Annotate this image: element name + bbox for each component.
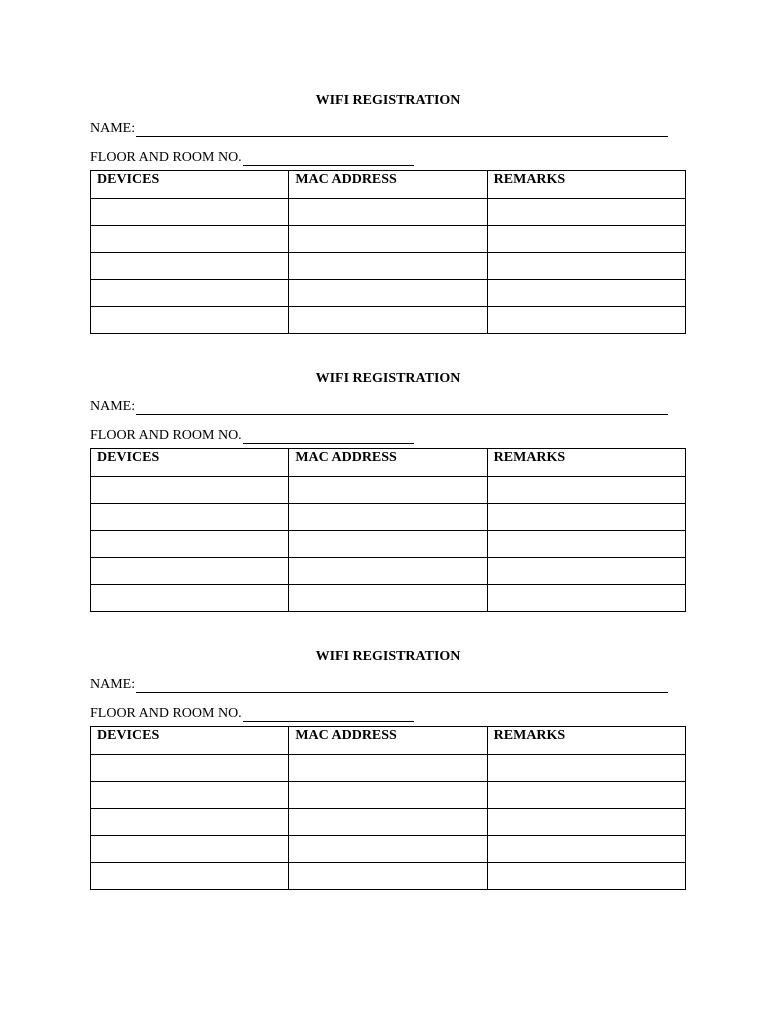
mac-address-cell[interactable] xyxy=(289,836,487,863)
mac-address-cell[interactable] xyxy=(289,307,487,334)
table-row xyxy=(91,307,686,334)
name-field[interactable] xyxy=(90,677,668,693)
device-cell[interactable] xyxy=(91,836,289,863)
remarks-cell[interactable] xyxy=(487,253,685,280)
remarks-cell[interactable] xyxy=(487,782,685,809)
device-cell[interactable] xyxy=(91,782,289,809)
table-header-row xyxy=(91,171,686,199)
remarks-cell[interactable] xyxy=(487,755,685,782)
mac-address-cell[interactable] xyxy=(289,226,487,253)
floor-room-field[interactable] xyxy=(90,706,414,722)
column-header-mac-address: MAC ADDRESS xyxy=(289,727,487,755)
table-row xyxy=(91,836,686,863)
name-blank-line[interactable] xyxy=(136,679,668,693)
mac-address-cell[interactable] xyxy=(289,477,487,504)
mac-address-cell[interactable] xyxy=(289,863,487,890)
table-row xyxy=(91,504,686,531)
table-row xyxy=(91,585,686,612)
column-header-devices: DEVICES xyxy=(91,449,289,477)
mac-address-cell[interactable] xyxy=(289,253,487,280)
device-cell[interactable] xyxy=(91,199,289,226)
table-row xyxy=(91,809,686,836)
name-field[interactable] xyxy=(90,121,668,137)
devices-table xyxy=(90,170,686,334)
mac-address-cell[interactable] xyxy=(289,531,487,558)
mac-address-cell[interactable] xyxy=(289,585,487,612)
remarks-cell[interactable] xyxy=(487,585,685,612)
name-blank-line[interactable] xyxy=(136,401,668,415)
column-header-devices: DEVICES xyxy=(91,727,289,755)
floor-room-field[interactable] xyxy=(90,428,414,444)
name-field[interactable] xyxy=(90,399,668,415)
device-cell[interactable] xyxy=(91,863,289,890)
name-label: NAME: xyxy=(90,121,136,136)
device-cell[interactable] xyxy=(91,226,289,253)
devices-table xyxy=(90,448,686,612)
mac-address-cell[interactable] xyxy=(289,199,487,226)
table-header-row xyxy=(91,727,686,755)
device-cell[interactable] xyxy=(91,307,289,334)
table-row xyxy=(91,558,686,585)
devices-table xyxy=(90,726,686,890)
device-cell[interactable] xyxy=(91,809,289,836)
column-header-mac-address: MAC ADDRESS xyxy=(289,171,487,199)
device-cell[interactable] xyxy=(91,558,289,585)
column-header-remarks: REMARKS xyxy=(487,171,685,199)
mac-address-cell[interactable] xyxy=(289,280,487,307)
floor-room-field[interactable] xyxy=(90,150,414,166)
device-cell[interactable] xyxy=(91,585,289,612)
remarks-cell[interactable] xyxy=(487,280,685,307)
table-row xyxy=(91,863,686,890)
mac-address-cell[interactable] xyxy=(289,809,487,836)
floor-room-label: FLOOR AND ROOM NO. xyxy=(90,428,242,443)
remarks-cell[interactable] xyxy=(487,504,685,531)
device-cell[interactable] xyxy=(91,253,289,280)
table-row xyxy=(91,755,686,782)
name-blank-line[interactable] xyxy=(136,123,668,137)
remarks-cell[interactable] xyxy=(487,809,685,836)
table-row xyxy=(91,280,686,307)
form-title: WIFI REGISTRATION xyxy=(315,93,461,108)
table-row xyxy=(91,531,686,558)
column-header-mac-address: MAC ADDRESS xyxy=(289,449,487,477)
mac-address-cell[interactable] xyxy=(289,558,487,585)
remarks-cell[interactable] xyxy=(487,307,685,334)
device-cell[interactable] xyxy=(91,504,289,531)
form-title: WIFI REGISTRATION xyxy=(315,371,461,386)
floor-room-blank-line[interactable] xyxy=(243,708,414,722)
remarks-cell[interactable] xyxy=(487,199,685,226)
table-row xyxy=(91,199,686,226)
mac-address-cell[interactable] xyxy=(289,782,487,809)
floor-room-blank-line[interactable] xyxy=(243,430,414,444)
table-row xyxy=(91,477,686,504)
remarks-cell[interactable] xyxy=(487,531,685,558)
table-header-row xyxy=(91,449,686,477)
remarks-cell[interactable] xyxy=(487,558,685,585)
mac-address-cell[interactable] xyxy=(289,504,487,531)
mac-address-cell[interactable] xyxy=(289,755,487,782)
table-row xyxy=(91,782,686,809)
column-header-devices: DEVICES xyxy=(91,171,289,199)
name-label: NAME: xyxy=(90,677,136,692)
remarks-cell[interactable] xyxy=(487,477,685,504)
name-label: NAME: xyxy=(90,399,136,414)
remarks-cell[interactable] xyxy=(487,863,685,890)
device-cell[interactable] xyxy=(91,280,289,307)
floor-room-blank-line[interactable] xyxy=(243,152,414,166)
remarks-cell[interactable] xyxy=(487,836,685,863)
floor-room-label: FLOOR AND ROOM NO. xyxy=(90,150,242,165)
table-row xyxy=(91,226,686,253)
device-cell[interactable] xyxy=(91,531,289,558)
device-cell[interactable] xyxy=(91,477,289,504)
column-header-remarks: REMARKS xyxy=(487,449,685,477)
column-header-remarks: REMARKS xyxy=(487,727,685,755)
device-cell[interactable] xyxy=(91,755,289,782)
table-row xyxy=(91,253,686,280)
remarks-cell[interactable] xyxy=(487,226,685,253)
floor-room-label: FLOOR AND ROOM NO. xyxy=(90,706,242,721)
form-title: WIFI REGISTRATION xyxy=(315,649,461,664)
